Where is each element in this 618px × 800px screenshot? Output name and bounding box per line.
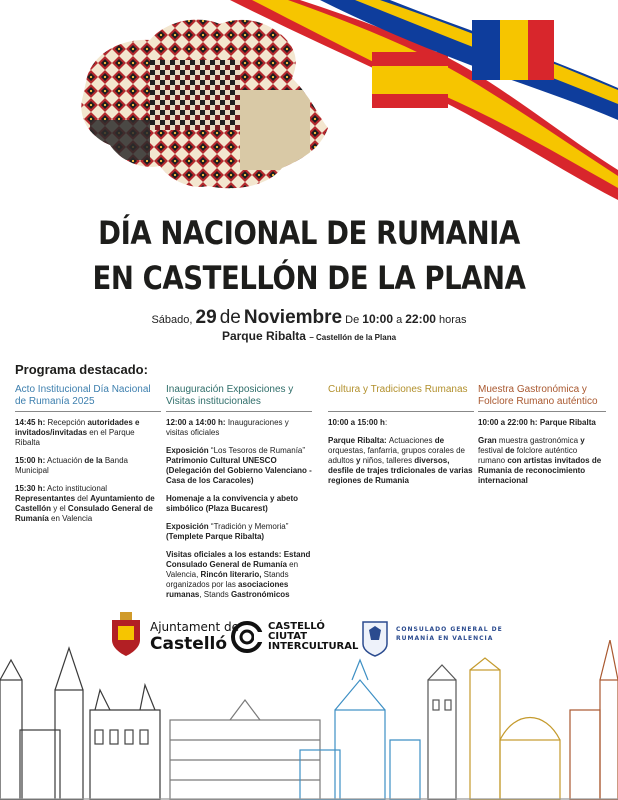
column-heading: Muestra Gastronómica y Folclore Rumano auténtico xyxy=(478,384,606,412)
program-item xyxy=(328,418,474,428)
program-item-text: Homenaje a la convivencia y abeto simbólico (Plaza Bucarest) xyxy=(166,494,299,513)
city-skyline-illustration xyxy=(0,640,618,800)
program-item-text: 10:00 a 15:00 h xyxy=(328,418,385,427)
hero-illustration xyxy=(0,0,618,200)
program-item xyxy=(166,522,312,542)
program-item-text: Gran xyxy=(478,436,499,445)
program-item-text: Estand Consulado General de Rumanía xyxy=(166,550,311,569)
romania-map-graphic xyxy=(70,10,340,200)
program-item-text: con artistas invitados de Rumania de reconocimiento internacional xyxy=(478,456,602,485)
program-item xyxy=(166,550,312,600)
program-item-text: (Templete Parque Ribalta) xyxy=(166,532,265,541)
program-item xyxy=(166,418,312,438)
month: Noviembre xyxy=(243,307,343,328)
program-item-text: Patrimonio Cultural UNESCO (Delegación del Gobierno Valenciano - Casa de los Caracoles) xyxy=(166,456,312,485)
program-item-text: de la xyxy=(82,456,105,465)
program-item xyxy=(478,436,606,486)
program-title: Programa destacado: xyxy=(15,362,148,377)
consulado-line-2: RUMANÍA EN VALENCIA xyxy=(396,635,494,642)
intercultural-line-2: CIUTAT xyxy=(268,631,308,642)
castello-text: Castelló xyxy=(150,634,228,654)
program-item-text: Parque Ribalta xyxy=(539,418,596,427)
program-item-text: Ayuntamiento de Castellón xyxy=(15,494,155,513)
program-item-text: Recepción xyxy=(45,418,88,427)
program-item-text: 15:00 h: xyxy=(15,456,46,465)
program-item-text: Parque Ribalta: xyxy=(328,436,389,445)
program-column-3 xyxy=(328,384,474,494)
a-word: a xyxy=(396,314,403,326)
program-item-text: 14:45 h: xyxy=(15,418,46,427)
hours-word: horas xyxy=(439,314,467,326)
program-item-text: folclore auténtico rumano xyxy=(478,446,578,465)
program-item xyxy=(15,456,161,476)
program-item-text: Stands organizados por las xyxy=(166,570,289,589)
program-item-text: , Stands xyxy=(199,590,231,599)
venue: Parque Ribalta xyxy=(221,329,306,343)
intercultural-line-1: CASTELLÓ xyxy=(268,621,325,632)
from-word: De xyxy=(345,314,360,326)
program-item xyxy=(166,494,312,514)
program-item-text: Representantes xyxy=(15,494,76,503)
consulado-line-1: CONSULADO GENERAL DE xyxy=(396,626,503,633)
program-item-text: y xyxy=(578,436,585,445)
program-item xyxy=(166,446,312,486)
program-item-text: muestra gastronómica xyxy=(498,436,579,445)
program-item-text: en el Parque Ribalta xyxy=(15,428,135,447)
program-item xyxy=(15,484,161,524)
program-item-text: niños, talleres xyxy=(362,456,413,465)
de-word: de xyxy=(219,307,241,328)
program-item-text: en Valencia, xyxy=(166,560,299,579)
program-item-text: Banda Municipal xyxy=(15,456,128,475)
day-label: Sábado, xyxy=(151,314,193,326)
program-item-text: y xyxy=(353,456,363,465)
program-item-text: Inauguraciones y visitas oficiales xyxy=(166,418,289,437)
program-item-text: de xyxy=(432,436,445,445)
end-time: 22:00 xyxy=(405,312,436,326)
program-item-text: Acto institucional xyxy=(45,484,108,493)
program-item-text: Visitas oficiales a los estands: xyxy=(166,550,282,559)
program-item-text: Rincón literario, xyxy=(200,570,262,579)
program-item-text: Consulado General de Rumanía xyxy=(15,504,153,523)
program-item-text: y el xyxy=(51,504,68,513)
program-item xyxy=(328,436,474,486)
title-line-2: EN CASTELLÓN DE LA PLANA xyxy=(92,259,526,297)
program-item-text: Gastronómicos xyxy=(230,590,290,599)
program-item-text: autoridades e invitados/invitadas xyxy=(15,418,140,437)
program-item-text: de xyxy=(502,446,517,455)
program-item xyxy=(478,418,606,428)
program-item-text: en Valencia xyxy=(48,514,93,523)
program-item-text: orquestas, fanfarria, grupos corales de adultos xyxy=(328,446,465,465)
start-time: 10:00 xyxy=(362,312,393,326)
program-item xyxy=(15,418,161,448)
program-item-text: Actuación xyxy=(45,456,83,465)
ajuntament-text: Ajuntament de xyxy=(150,620,240,634)
column-heading: Acto Institucional Día Nacional de Rumanía 2025 xyxy=(15,384,161,412)
program-item-text: del xyxy=(75,494,91,503)
program-item-text: 12:00 a 14:00 h: xyxy=(166,418,226,427)
program-column-1 xyxy=(15,384,161,532)
program-item-text: diversos, desfile de trajes trdicionales de varias regiones de Rumania xyxy=(328,456,473,485)
intercultural-line-3: INTERCULTURAL xyxy=(268,641,359,652)
program-column-4 xyxy=(478,384,606,494)
event-venue-line xyxy=(0,329,618,343)
program-item-text: “Tradición y Memoria” xyxy=(210,522,289,531)
column-heading: Inauguración Exposiciones y Visitas institucionales xyxy=(166,384,312,412)
city: – Castellón de la Plana xyxy=(309,333,397,342)
column-heading: Cultura y Tradiciones Rumanas xyxy=(328,384,474,412)
day-number: 29 xyxy=(195,307,217,328)
program-item-text: 15:30 h: xyxy=(15,484,46,493)
program-item-text: Actuaciones xyxy=(388,436,433,445)
program-item-text: asociaciones rumanas xyxy=(166,580,289,599)
program-item-text: 10:00 a 22:00 h: xyxy=(478,418,538,427)
title-line-1: DÍA NACIONAL DE RUMANIA xyxy=(98,214,520,252)
event-date-line xyxy=(0,307,618,329)
program-item-text: Exposición xyxy=(166,522,211,531)
program-column-2 xyxy=(166,384,312,608)
program-item-text: Exposición xyxy=(166,446,211,455)
program-item-text: : xyxy=(384,418,388,427)
program-item-text: festival xyxy=(478,446,503,455)
program-item-text: “Los Tesoros de Rumanía” xyxy=(210,446,306,455)
